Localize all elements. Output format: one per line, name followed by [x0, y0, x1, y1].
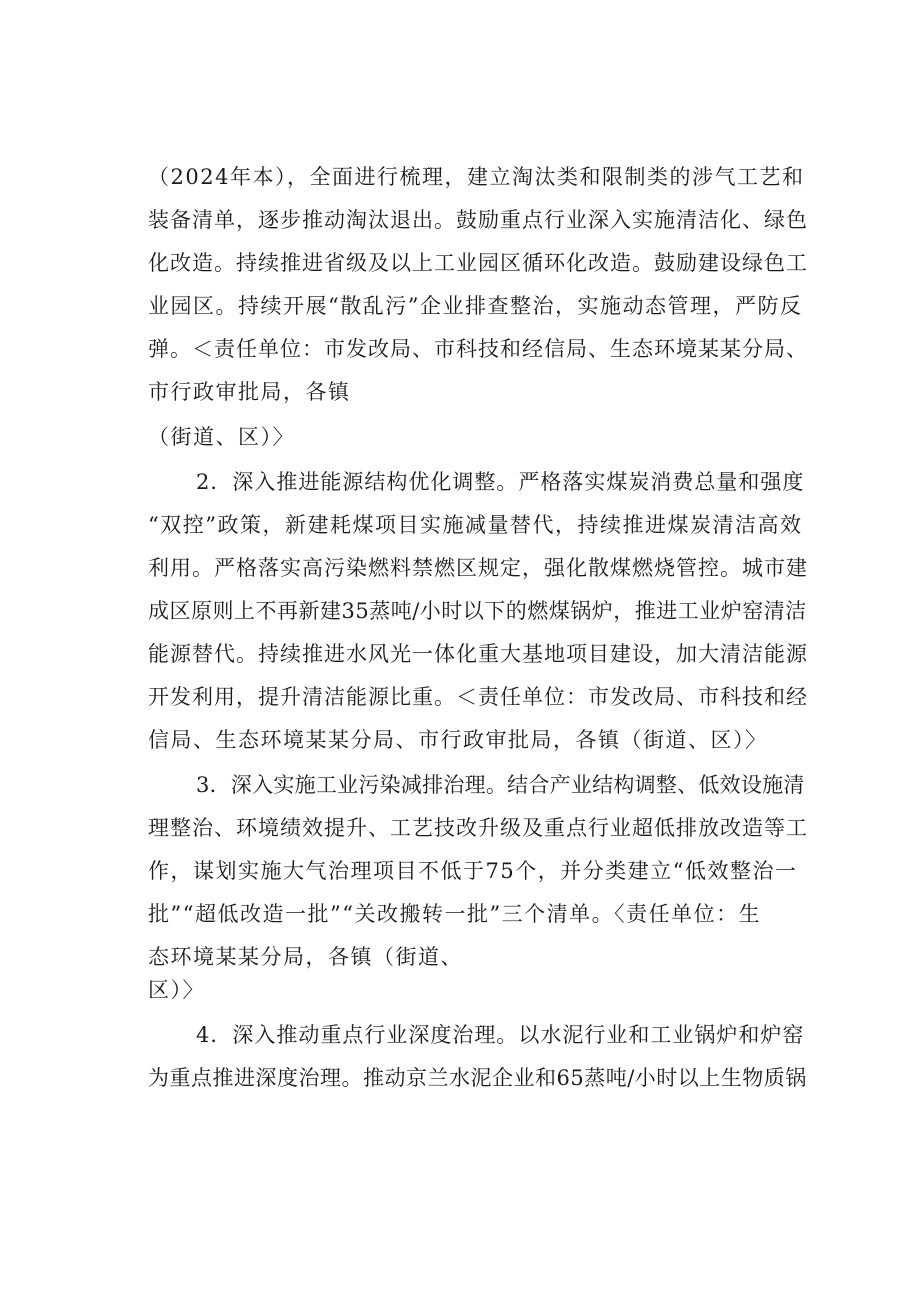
text-line: （街道、区）〉 [148, 425, 295, 449]
text-line: 成区原则上不再新建35蒸吨/小时以下的燃煤锅炉，推进工业炉窑清洁 [148, 599, 807, 623]
text-line: 利用。严格落实高污染燃料禁燃区规定，强化散煤燃烧管控。城市建 [148, 556, 808, 580]
text-line: （2024年本），全面进行梳理，建立淘汰类和限制类的涉气工艺和 [148, 165, 805, 189]
text-line: “双控”政策，新建耗煤项目实施减量替代，持续推进煤炭清洁高效 [148, 513, 803, 537]
text-line: 开发利用，提升清洁能源比重。＜责任单位：市发改局、市科技和经 [148, 685, 808, 709]
text-line: 批”“超低改造一批”“关改搬转一批”三个清单。〈责任单位：生 [148, 902, 762, 926]
text-line: 化改造。持续推进省级及以上工业园区循环化改造。鼓励建设绿色工 [148, 251, 808, 275]
text-line: 为重点推进深度治理。推动京兰水泥企业和65蒸吨/小时以上生物质锅 [148, 1066, 807, 1090]
text-line: 能源替代。持续推进水风光一体化重大基地项目建设，加大清洁能源 [148, 642, 808, 666]
text-line: 弹。＜责任单位：市发改局、市科技和经信局、生态环境某某分局、 [148, 337, 808, 361]
text-line: 区）〉 [148, 978, 205, 1002]
text-line: 业园区。持续开展“散乱污”企业排查整治，实施动态管理，严防反 [148, 294, 803, 318]
text-line: 信局、生态环境某某分局、市行政审批局，各镇（街道、区）〉 [148, 728, 768, 752]
text-line: 市行政审批局，各镇 [148, 380, 351, 404]
text-line: 作，谋划实施大气治理项目不低于75个，并分类建立“低效整治一 [148, 859, 798, 883]
paragraph-3-start: 3．深入实施工业污染减排治理。结合产业结构调整、低效设施清 [196, 773, 805, 797]
text-line: 理整治、环境绩效提升、工艺技改升级及重点行业超低排放改造等工 [148, 816, 808, 840]
paragraph-2-start: 2．深入推进能源结构优化调整。严格落实煤炭消费总量和强度 [196, 470, 805, 494]
text-line: 装备清单，逐步推动淘汰退出。鼓励重点行业深入实施清洁化、绿色 [148, 208, 808, 232]
text-line: 态环境某某分局，各镇（街道、 [148, 945, 463, 969]
paragraph-4-start: 4．深入推动重点行业深度治理。以水泥行业和工业锅炉和炉窑 [196, 1023, 805, 1047]
